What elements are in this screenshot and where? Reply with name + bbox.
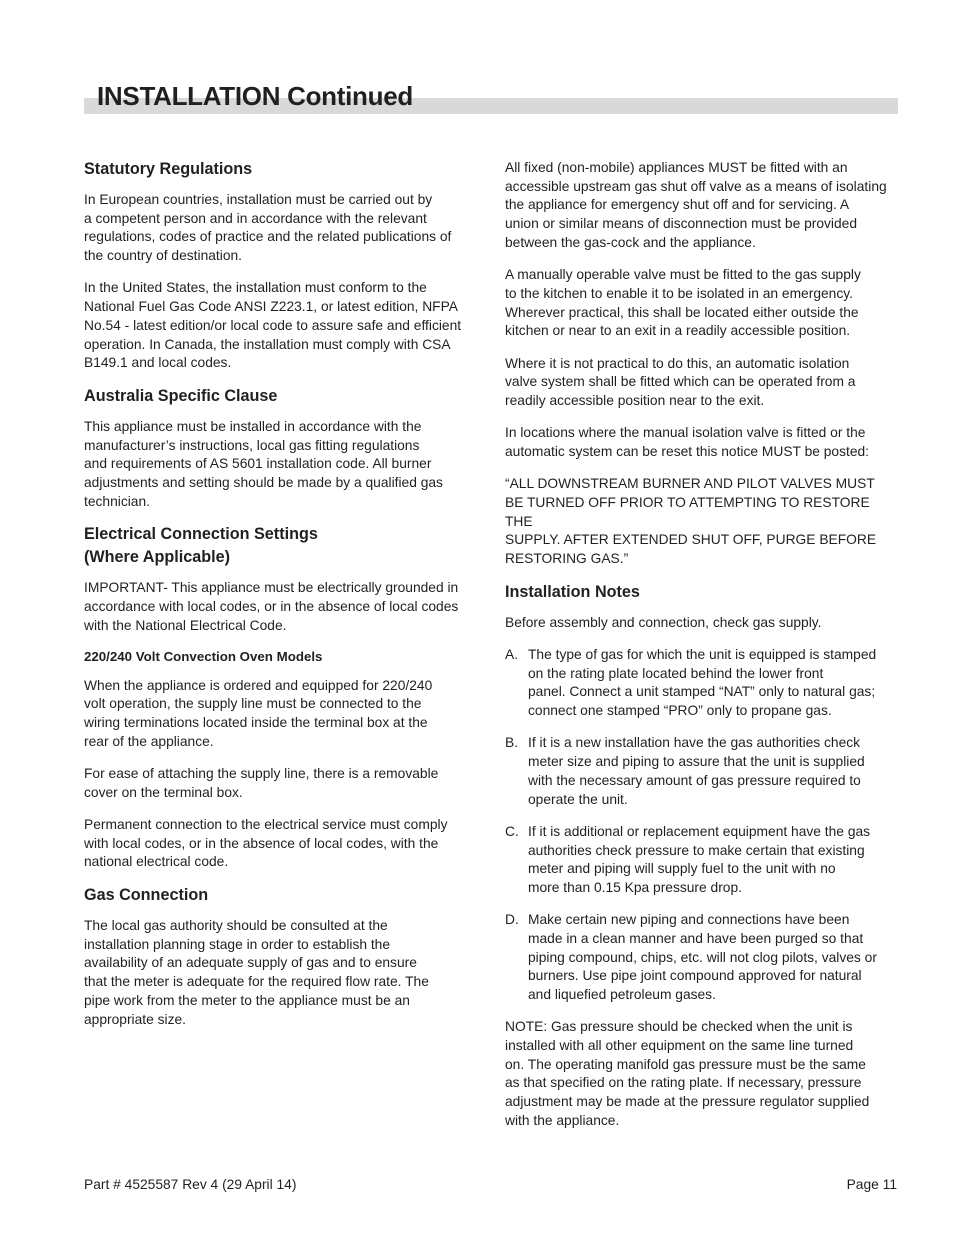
footer-page-number: Page 11: [846, 1177, 897, 1192]
automatic-valve-paragraph: Where it is not practical to do this, an automatic isolation valve system shall be fitted which can be operated from a readily accessible position near to the exit.: [505, 355, 856, 408]
gas-pressure-note: NOTE: Gas pressure should be checked when the unit is installed with all other equipment on the same line turned on. The operating manifold gas pressure must be the same as that specified on the rating plate. If necessary, pressure adjustment may be made at the pressure regulator supplied with the appliance.: [505, 1019, 870, 1128]
electrical-paragraph-2: When the appliance is ordered and equipped for 220/240 volt operation, the supply line must be connected to the wiring terminations located inside the terminal box at the rear of the appliance.: [84, 677, 433, 749]
manual-valve-paragraph: A manually operable valve must be fitted to the gas supply to the kitchen to enable it to be isolated in an emergency. Wherever practical, this shall be located either outside the kitchen or near to an exit in a readily accessible position.: [505, 267, 861, 339]
notice-intro-paragraph: In locations where the manual isolation valve is fitted or the automatic system can be reset this notice MUST be posted:: [505, 425, 870, 459]
list-item: [505, 734, 899, 809]
left-column: [84, 158, 476, 1043]
list-text: The type of gas for which the unit is equipped is stamped on the rating plate located behind the lower front panel. Connect a unit stamped “NAT” only to natural gas; connect one stamped “PRO” only to propane gas.: [528, 647, 877, 719]
list-item: [505, 911, 899, 1005]
list-letter: A.: [505, 647, 519, 663]
list-text: If it is a new installation have the gas authorities check meter size and piping to assure that the unit is supplied with the necessary amount of gas pressure required to operate the unit.: [528, 735, 865, 807]
right-column: [505, 159, 899, 1144]
list-letter: C.: [505, 823, 519, 839]
installation-notes-heading: Installation Notes: [505, 582, 640, 601]
electrical-paragraph-3: For ease of attaching the supply line, there is a removable cover on the terminal box.: [84, 765, 439, 800]
list-letter: D.: [505, 912, 519, 928]
posted-notice: “ALL DOWNSTREAM BURNER AND PILOT VALVES MUST BE TURNED OFF PRIOR TO ATTEMPTING TO RESTORE THE SUPPLY. AFTER EXTENDED SHUT OFF, PURGE BEFORE RESTORING GAS.”: [505, 476, 877, 567]
list-item: [505, 823, 899, 898]
australia-heading: Australia Specific Clause: [84, 386, 278, 405]
electrical-heading: Electrical Connection Settings (Where Applicable): [84, 525, 318, 567]
australia-paragraph: This appliance must be installed in accordance with the manufacturer’s instructions, local gas fitting regulations and requirements of AS 5601 installation code. All burner adjustments and setting should be made by a qualified gas technician.: [84, 418, 443, 509]
shutoff-valve-paragraph: All fixed (non-mobile) appliances MUST be fitted with an accessible upstream gas shut off valve as a means of isolating the appliance for emergency shut off and for servicing. A union or similar means of disconnection must be provided between the gas-cock and the appliance.: [505, 160, 887, 250]
list-item: [505, 646, 899, 721]
electrical-paragraph-4: Permanent connection to the electrical service must comply with local codes, or in the absence of local codes, with the national electrical code.: [84, 816, 448, 870]
statutory-paragraph-1: In European countries, installation must be carried out by a competent person and in accordance with the relevant regulations, codes of practice and the related publications of the country of destination.: [84, 192, 452, 264]
installation-notes-intro: Before assembly and connection, check gas supply.: [505, 614, 822, 630]
electrical-paragraph-1: IMPORTANT- This appliance must be electrically grounded in accordance with local codes, or in the absence of local codes with the National Electrical Code.: [84, 580, 459, 633]
list-text: Make certain new piping and connections have been made in a clean manner and have been purged so that piping compound, chips, etc. will not clog pilots, valves or burners. Use pipe joint compound approved for natural and liquefied petroleum gases.: [528, 912, 877, 1003]
gas-connection-heading: Gas Connection: [84, 886, 209, 905]
gas-connection-paragraph: The local gas authority should be consulted at the installation planning stage in order to establish the availability of an adequate supply of gas and to ensure that the meter is adequate for the required flow rate. The pipe work from the meter to the appliance must be an appropriate size.: [84, 918, 429, 1027]
list-text: If it is additional or replacement equipment have the gas authorities check pressure to make certain that existing meter and piping will supply fuel to the unit with no more than 0.15 Kpa pressure drop.: [528, 823, 871, 895]
statutory-paragraph-2: In the United States, the installation must conform to the National Fuel Gas Code ANSI Z223.1, or latest edition, NFPA No.54 - latest edition/or local code to assure safe and efficient operation. In Canada, the installation must comply with CSA B149.1 and local codes.: [84, 280, 462, 371]
page-title: INSTALLATION Continued: [97, 81, 413, 111]
list-letter: B.: [505, 735, 519, 751]
statutory-heading: Statutory Regulations: [84, 160, 253, 178]
footer-part-number: Part # 4525587 Rev 4 (29 April 14): [84, 1177, 297, 1192]
voltage-subheading: 220/240 Volt Convection Oven Models: [84, 648, 323, 664]
